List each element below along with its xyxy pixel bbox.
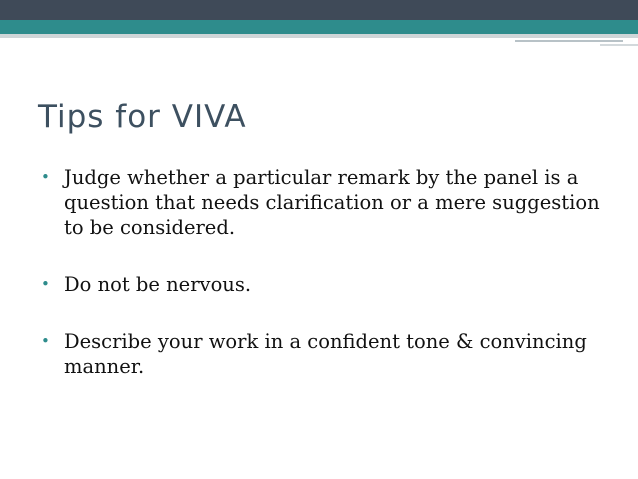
bullet-text: Do not be nervous.: [64, 273, 252, 296]
bullet-item: [41, 329, 601, 379]
bullet-icon: •: [41, 275, 50, 293]
header-accent-line: [515, 40, 623, 42]
header-bar-dark: [0, 0, 638, 20]
bullet-text: Describe your work in a confident tone & convincing manner.: [64, 330, 587, 378]
bullet-icon: •: [41, 168, 50, 186]
header-bar-light: [0, 34, 638, 38]
header-bar-teal: [0, 20, 638, 34]
bullet-item: [41, 272, 601, 297]
bullet-icon: •: [41, 332, 50, 350]
header-accent-line-short: [600, 44, 638, 46]
bullet-item: [41, 165, 601, 240]
bullet-text: Judge whether a particular remark by the panel is a question that needs clarification or a mere suggestion to be considered.: [64, 166, 600, 239]
slide-title: Tips for VIVA: [38, 99, 247, 135]
bullet-list: [41, 165, 601, 379]
